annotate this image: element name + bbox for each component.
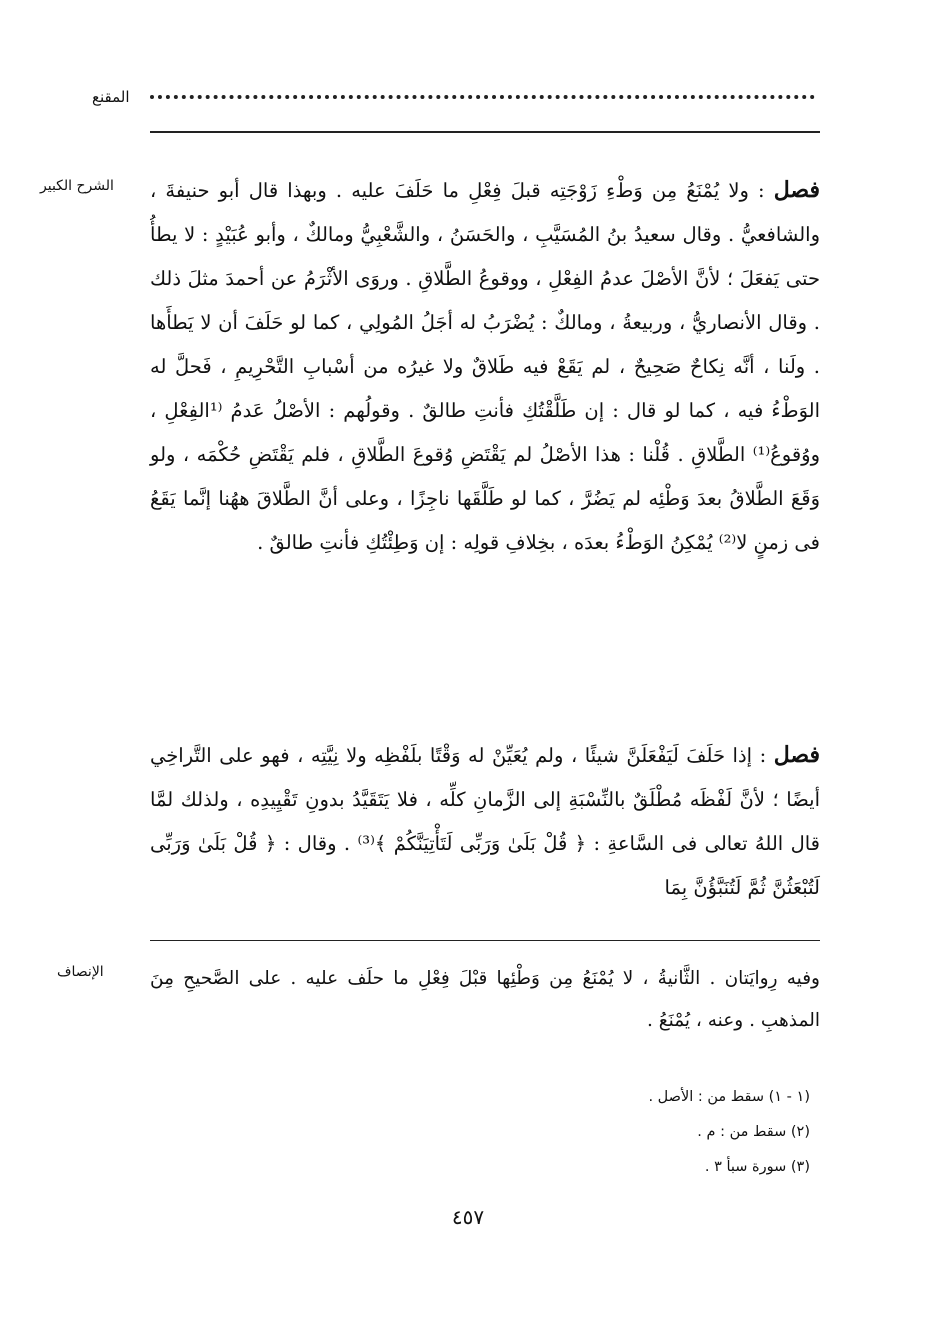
header-dotted-line — [150, 95, 815, 99]
side-label-insaf: الإنصاف — [57, 964, 104, 980]
sharh-paragraph-2 — [150, 733, 820, 910]
footnote: (٢) سقط من : م . — [697, 1124, 810, 1140]
page-number: ٤٥٧ — [451, 1205, 485, 1229]
header-rule — [150, 131, 820, 133]
section-heading: فصل — [773, 177, 820, 203]
side-label-sharh: الشرح الكبير — [40, 178, 114, 194]
paragraph-text: : إذا حَلَفَ لَيَفْعَلَنَّ شيئًا ، ولم يُعَيِّنْ له وَقْتًا بلَفْظِه ولا نِيَّتِه ، فهو على التَّراخِي أيضًا ؛ لأنَّ لَفْظَه مُطْلَقٌ بالنِّسْبَةِ إلى الزَّمانِ كلِّه ، فلا يَتَقَيَّدُ بدونِ تَقْيِيدِه ، ولذلك لمَّا قال اللهُ تعالى فى السَّاعةِ : ﴿ قُلْ بَلَىٰ وَرَبِّى لَتَأْتِيَنَّكُمْ ﴾⁽³⁾ . وقال : ﴿ قُلْ بَلَىٰ وَرَبِّى لَتُبْعَثُنَّ ثُمَّ لَتُنَبَّؤُنَّ بِمَا — [150, 744, 821, 899]
paragraph-text: : ولا يُمْنَعُ مِن وَطْءِ زَوْجَتِه قبلَ فِعْلِ ما حَلَفَ عليه . وبهذا قال أبو حنيفةَ ، والشافعيُّ . وقال سعيدُ بنُ المُسَيَّبِ ، والحَسَنُ ، والشَّعْبِيُّ ومالكٌ ، وأبو عُبَيْدٍ : لا يطأُ حتى يَفعَلَ ؛ لأنَّ الأصْلَ عدمُ الفِعْلِ ، ووقوعُ الطَّلاقِ . وروَى الأثْرَمُ عن أحمدَ مثلَ ذلك . وقال الأنصاريُّ ، وربيعةُ ، ومالكٌ : يُضْرَبُ له أجَلُ المُولِي ، كما لو حَلَفَ أن لا يَطأَها . ولَنا ، أنَّه نِكاحٌ صَحِيحٌ ، لم يَقَعْ فيه طَلاقٌ ولا غيرُه من أسْبابِ التَّحْرِيمِ ، فَحلَّ له الوَطْءُ فيه ، كما لو قال : إن طَلَّقْتُكِ فأنتِ طالقٌ . وقولُهم : الأصْلُ عَدمُ ⁽¹الفِعْلِ ، ووُقوعُ⁽¹⁾ الطَّلاقِ . قُلْنا : هذا الأصْلُ لم يَقْتَضِ وُقوعَ الطَّلاقِ ، فلم يَقْتَضِ حُكْمَه ، ولو وَقَعَ الطَّلاقُ بعدَ وَطْئِه لم يَضُرَّ ، كما لو طَلَّقَها ناجِزًا ، وعلى أنَّ الطَّلاقَ ههُنا إنَّما يَقَعُ فى زمنٍ لا⁽²⁾ يُمْكِنُ الوَطْءُ بعدَه ، بخِلافِ قولِه : إن وَطِئْتُكِ فأنتِ طالقٌ . — [150, 179, 821, 554]
section-heading: فصل — [773, 742, 820, 768]
sharh-paragraph-1 — [150, 168, 820, 565]
section-divider — [150, 940, 820, 941]
footnotes — [300, 1080, 810, 1185]
footnote: (١ - ١) سقط من : الأصل . — [648, 1089, 810, 1105]
footnote: (٣) سورة سبأ ٣ . — [704, 1159, 810, 1175]
insaf-paragraph: وفيه رِوايَتان . الثَّانيةُ ، لا يُمْنَعُ مِن وَطْئِها قبْلَ فِعْلِ ما حلَف عليه . على الصَّحيحِ مِنَ المذهبِ . وعنه ، يُمْنَعُ . — [150, 968, 820, 1031]
running-header-title: المقنع — [92, 88, 130, 106]
